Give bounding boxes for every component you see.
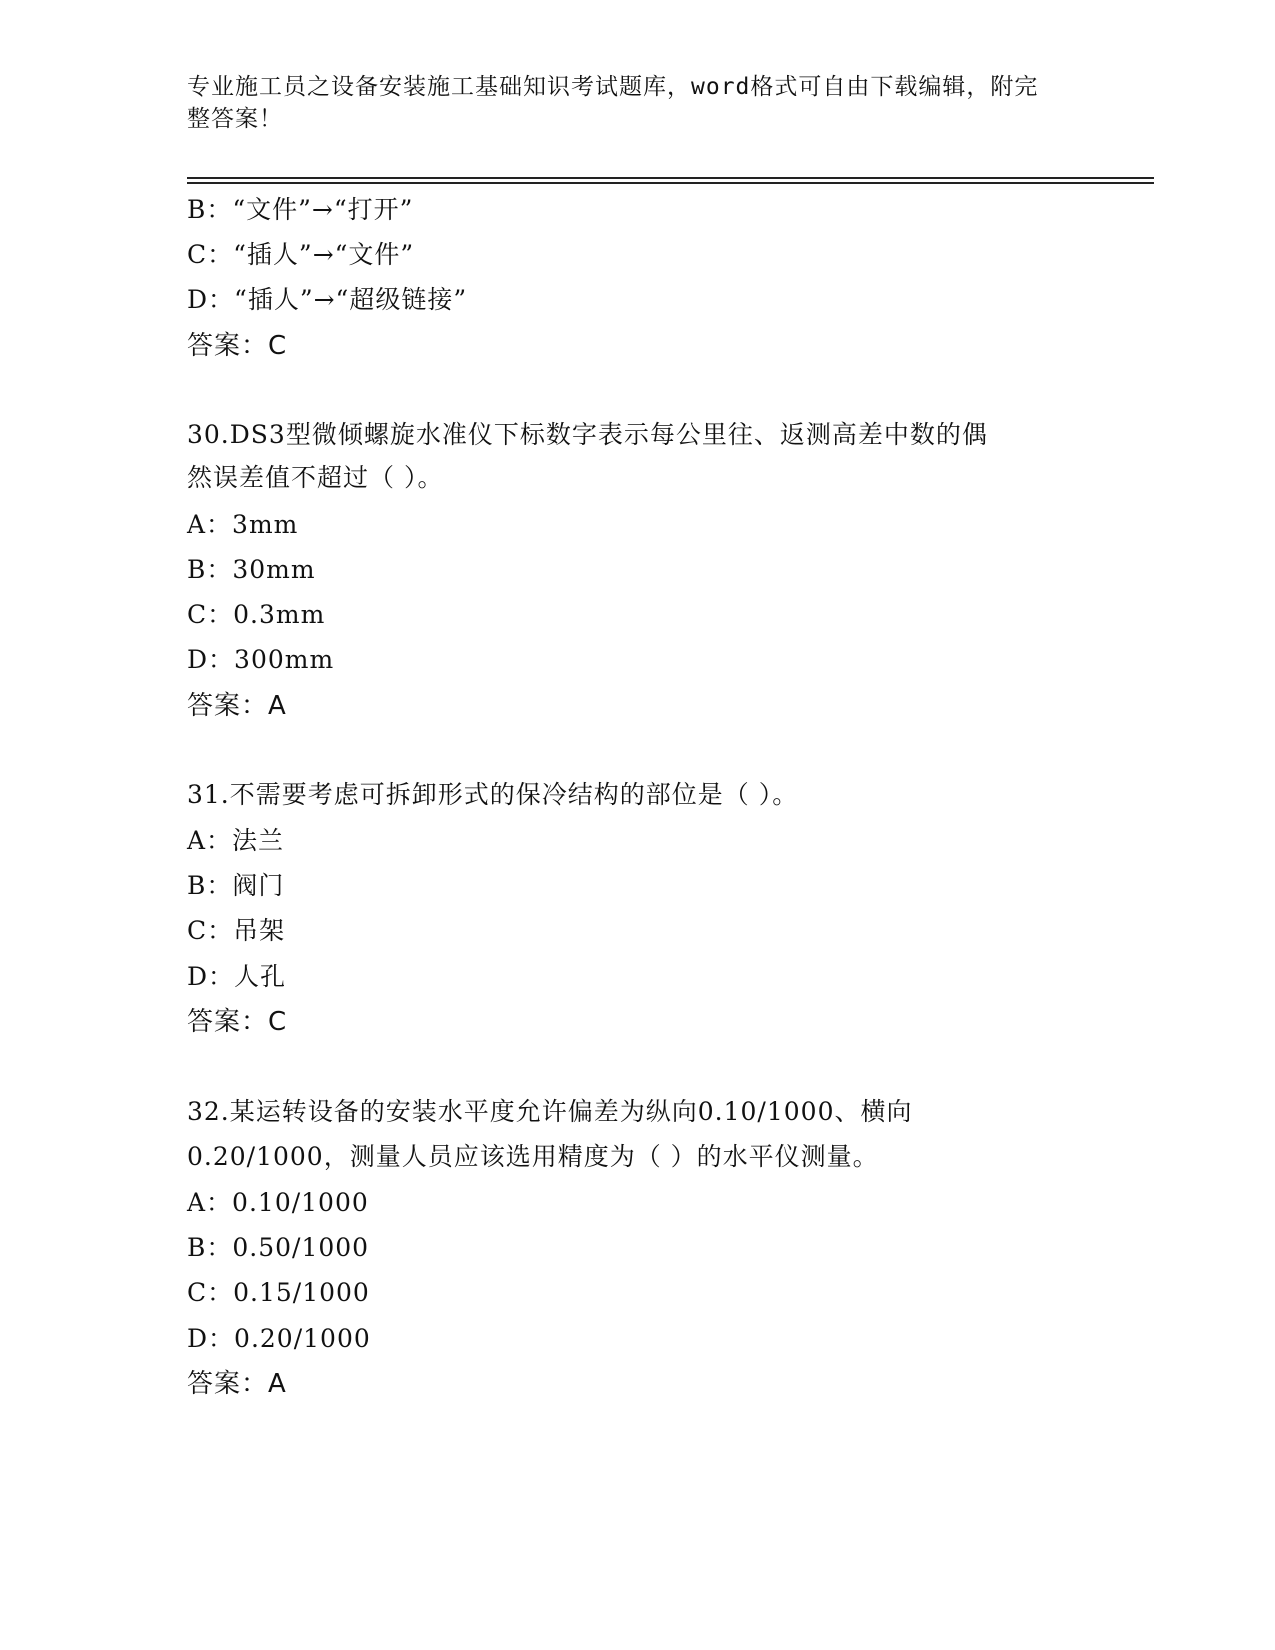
q32-stem-line-2: 0.20/1000，测量人员应该选用精度为（ ）的水平仪测量。 xyxy=(187,1142,879,1171)
q31-option-c: C：吊架 xyxy=(187,916,286,945)
q31-answer: 答案：C xyxy=(187,1007,288,1037)
q29-option-b: B：“文件”→“打开” xyxy=(187,195,414,224)
q29-option-c: C：“插人”→“文件” xyxy=(187,240,415,269)
header-line-2: 整答案！ xyxy=(187,106,283,132)
q30-stem-line-2: 然误差值不超过（ ）。 xyxy=(187,463,444,492)
q32-option-a: A：0.10/1000 xyxy=(187,1188,369,1217)
q32-option-c: C：0.15/1000 xyxy=(187,1278,370,1307)
document-header xyxy=(187,71,1087,135)
q29-option-d: D：“插人”→“超级链接” xyxy=(187,285,468,314)
q30-answer: 答案：A xyxy=(187,691,287,721)
q30-stem-line-1: 30.DS3型微倾螺旋水准仪下标数字表示每公里往、返测高差中数的偶 xyxy=(187,420,988,449)
q32-stem-line-1: 32.某运转设备的安装水平度允许偏差为纵向0.10/1000、横向 xyxy=(187,1097,913,1126)
q31-option-a: A：法兰 xyxy=(187,826,285,855)
header-line-1: 专业施工员之设备安装施工基础知识考试题库，word格式可自由下载编辑，附完 xyxy=(187,74,1039,100)
q30-option-b: B：30mm xyxy=(187,555,316,584)
q30-option-d: D：300mm xyxy=(187,645,335,674)
q29-answer: 答案：C xyxy=(187,331,288,361)
q31-stem-line-1: 31.不需要考虑可拆卸形式的保冷结构的部位是（ ）。 xyxy=(187,780,799,809)
q31-option-b: B：阀门 xyxy=(187,871,285,900)
header-divider-top xyxy=(187,177,1154,179)
q32-option-b: B：0.50/1000 xyxy=(187,1233,370,1262)
q30-option-c: C：0.3mm xyxy=(187,600,326,629)
q32-option-d: D：0.20/1000 xyxy=(187,1324,371,1353)
q31-option-d: D：人孔 xyxy=(187,962,287,991)
q32-answer: 答案：A xyxy=(187,1369,287,1399)
header-divider-bottom xyxy=(187,182,1154,184)
q30-option-a: A：3mm xyxy=(187,510,299,539)
